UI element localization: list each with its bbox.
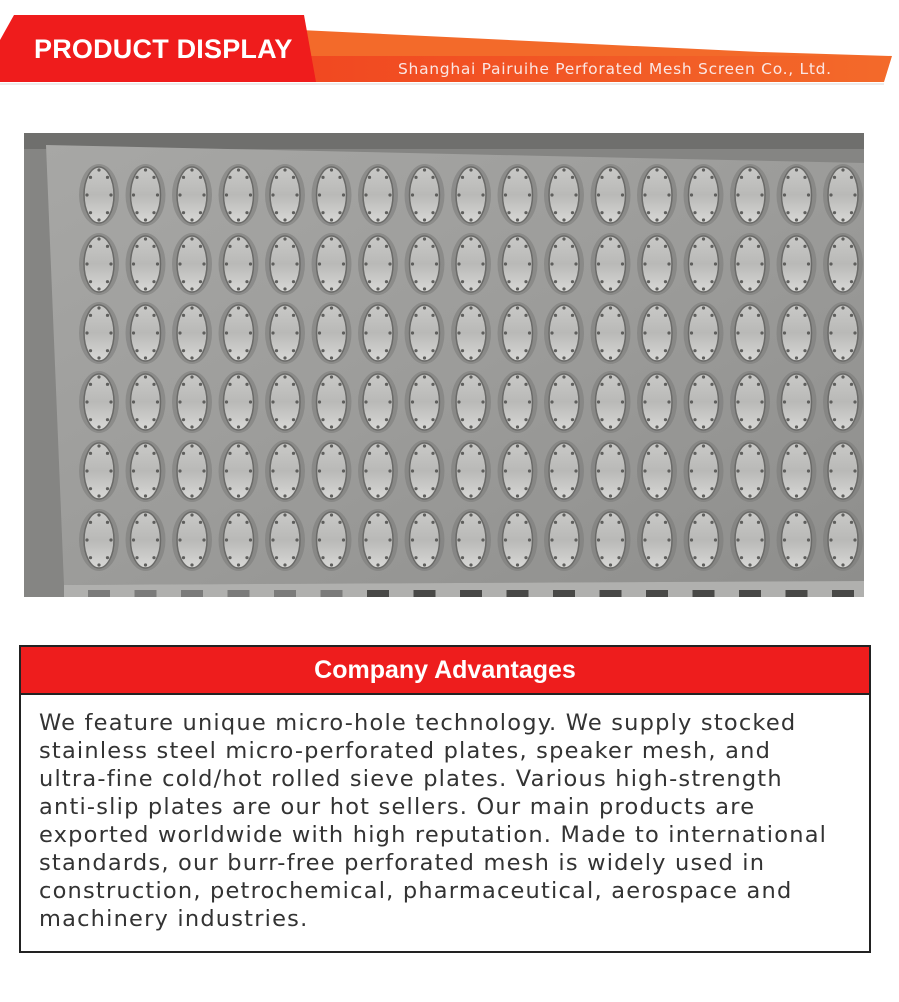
header-banner bbox=[0, 0, 899, 90]
product-photo bbox=[24, 133, 864, 597]
panel-title: Company Advantages bbox=[314, 655, 576, 684]
company-advantages-panel bbox=[19, 645, 871, 953]
panel-header bbox=[21, 647, 869, 695]
advantages-text: We feature unique micro-hole technology. We supply stocked stainless steel micro-perforated plates, speaker mesh, and ultra-fine cold/hot rolled sieve plates. Various high-strength anti-slip plates are our hot sellers. Our main products are exported worldwide with high reputation. Made to international standards, our burr-free perforated mesh is widely used in construction, petrochemical, pharmaceutical, aerospace and machinery industries. bbox=[39, 710, 828, 932]
company-name: Shanghai Pairuihe Perforated Mesh Screen Co., Ltd. bbox=[398, 60, 832, 78]
perforated-plate-image bbox=[24, 133, 864, 597]
page-title: PRODUCT DISPLAY bbox=[34, 34, 293, 64]
